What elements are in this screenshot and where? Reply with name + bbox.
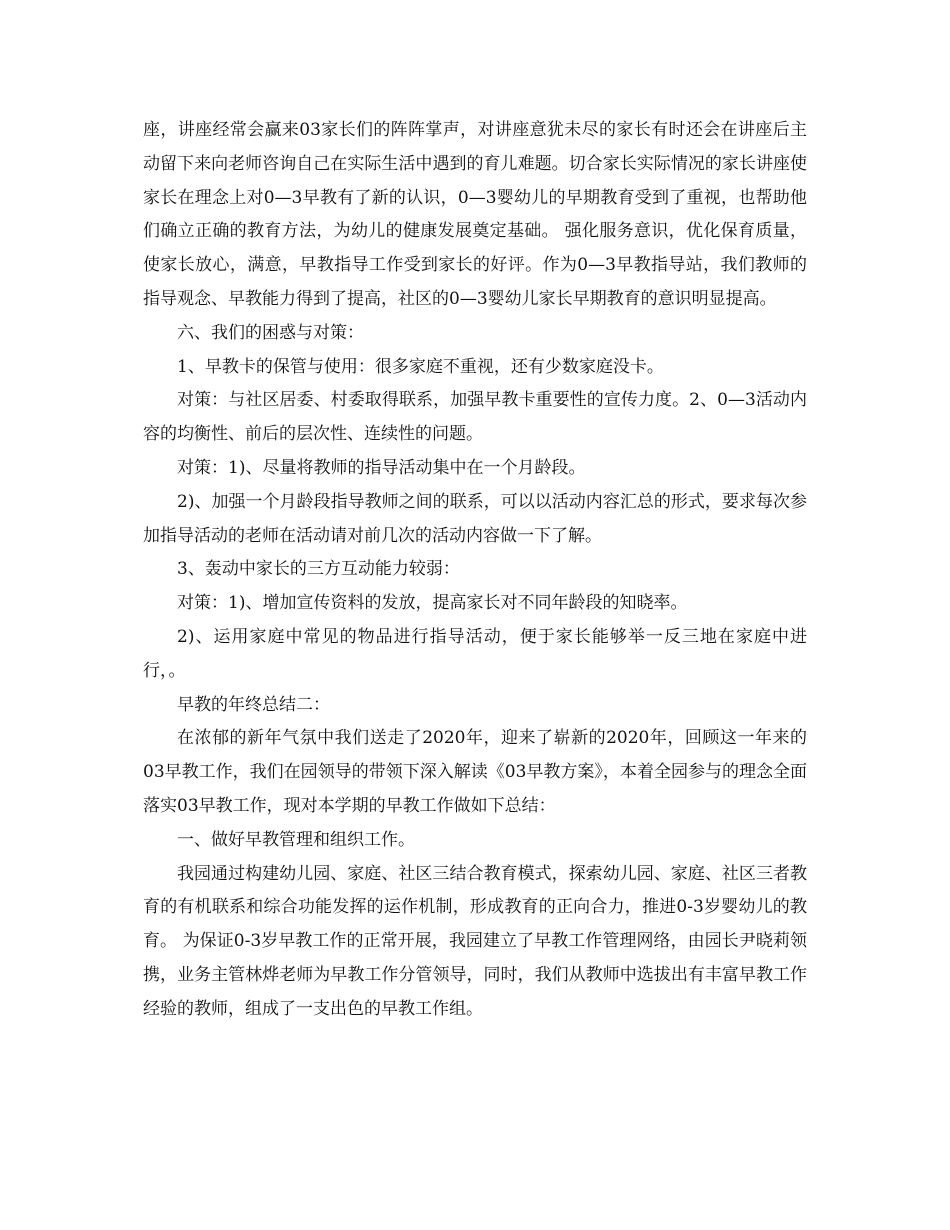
paragraph-management-detail: 我园通过构建幼儿园、家庭、社区三结合教育模式，探索幼儿园、家庭、社区三者教育的有机联系和综合功能发挥的运作机制，形成教育的正向合力，推进0-3岁婴幼儿的教育。 为保证0-3岁早教工作的正常开展，我园建立了早教工作管理网络，由园长尹晓莉领携，业务主管林烨老师为早教工作分管领导，同时，我们从教师中选拔出有丰富早教工作经验的教师，组成了一支出色的早教工作组。 [143, 863, 807, 1019]
paragraph-interaction-countermeasure-2: 2)、运用家庭中常见的物品进行指导活动，便于家长能够举一反三地在家庭中进行，。 [143, 626, 807, 681]
paragraph-interaction-countermeasure-1: 对策：1)、增加宣传资料的发放，提高家长对不同年龄段的知晓率。 [177, 593, 688, 614]
paragraph-interaction-issue: 3、轰动中家长的三方互动能力较弱： [177, 559, 460, 580]
paragraph-countermeasure-1: 对策：1)、尽量将教师的指导活动集中在一个月龄段。 [177, 457, 586, 478]
paragraph-card-countermeasure: 对策：与社区居委、村委取得联系，加强早教卡重要性的宣传力度。2、0—3活动内容的均衡性、前后的层次性、连续性的问题。 [143, 390, 807, 445]
paragraph-lecture-outcome: 座，讲座经常会赢来03家长们的阵阵掌声，对讲座意犹未尽的家长有时还会在讲座后主动留下来向老师咨询自己在实际生活中遇到的育儿难题。切合家长实际情况的家长讲座使家长在理念上对0—3早教有了新的认识，0—3婴幼儿的早期教育受到了重视，也帮助他们确立正确的教育方法，为幼儿的健康发展奠定基础。 强化服务意识，优化保育质量，使家长放心，满意，早教指导工作受到家长的好评。作为0—3早教指导站，我们教师的指导观念、早教能力得到了提高，社区的0—3婴幼儿家长早期教育的意识明显提高。 [143, 120, 807, 309]
paragraph-summary-intro: 在浓郁的新年气氛中我们送走了2020年，迎来了崭新的2020年，回顾这一年来的03早教工作，我们在园领导的带领下深入解读《03早教方案》，本着全园参与的理念全面落实03早教工作，现对本学期的早教工作做如下总结： [143, 728, 807, 816]
paragraph-countermeasure-2: 2)、加强一个月龄段指导教师之间的联系，可以以活动内容汇总的形式，要求每次参加指导活动的老师在活动请对前几次的活动内容做一下了解。 [143, 491, 807, 546]
section-title-summary-two: 早教的年终总结二： [177, 694, 330, 715]
section-heading-management: 一、做好早教管理和组织工作。 [177, 829, 415, 850]
paragraph-card-issue: 1、早教卡的保管与使用：很多家庭不重视，还有少数家庭没卡。 [177, 356, 664, 377]
document-body [143, 114, 807, 1027]
section-heading-difficulties: 六、我们的困惑与对策： [177, 322, 364, 343]
